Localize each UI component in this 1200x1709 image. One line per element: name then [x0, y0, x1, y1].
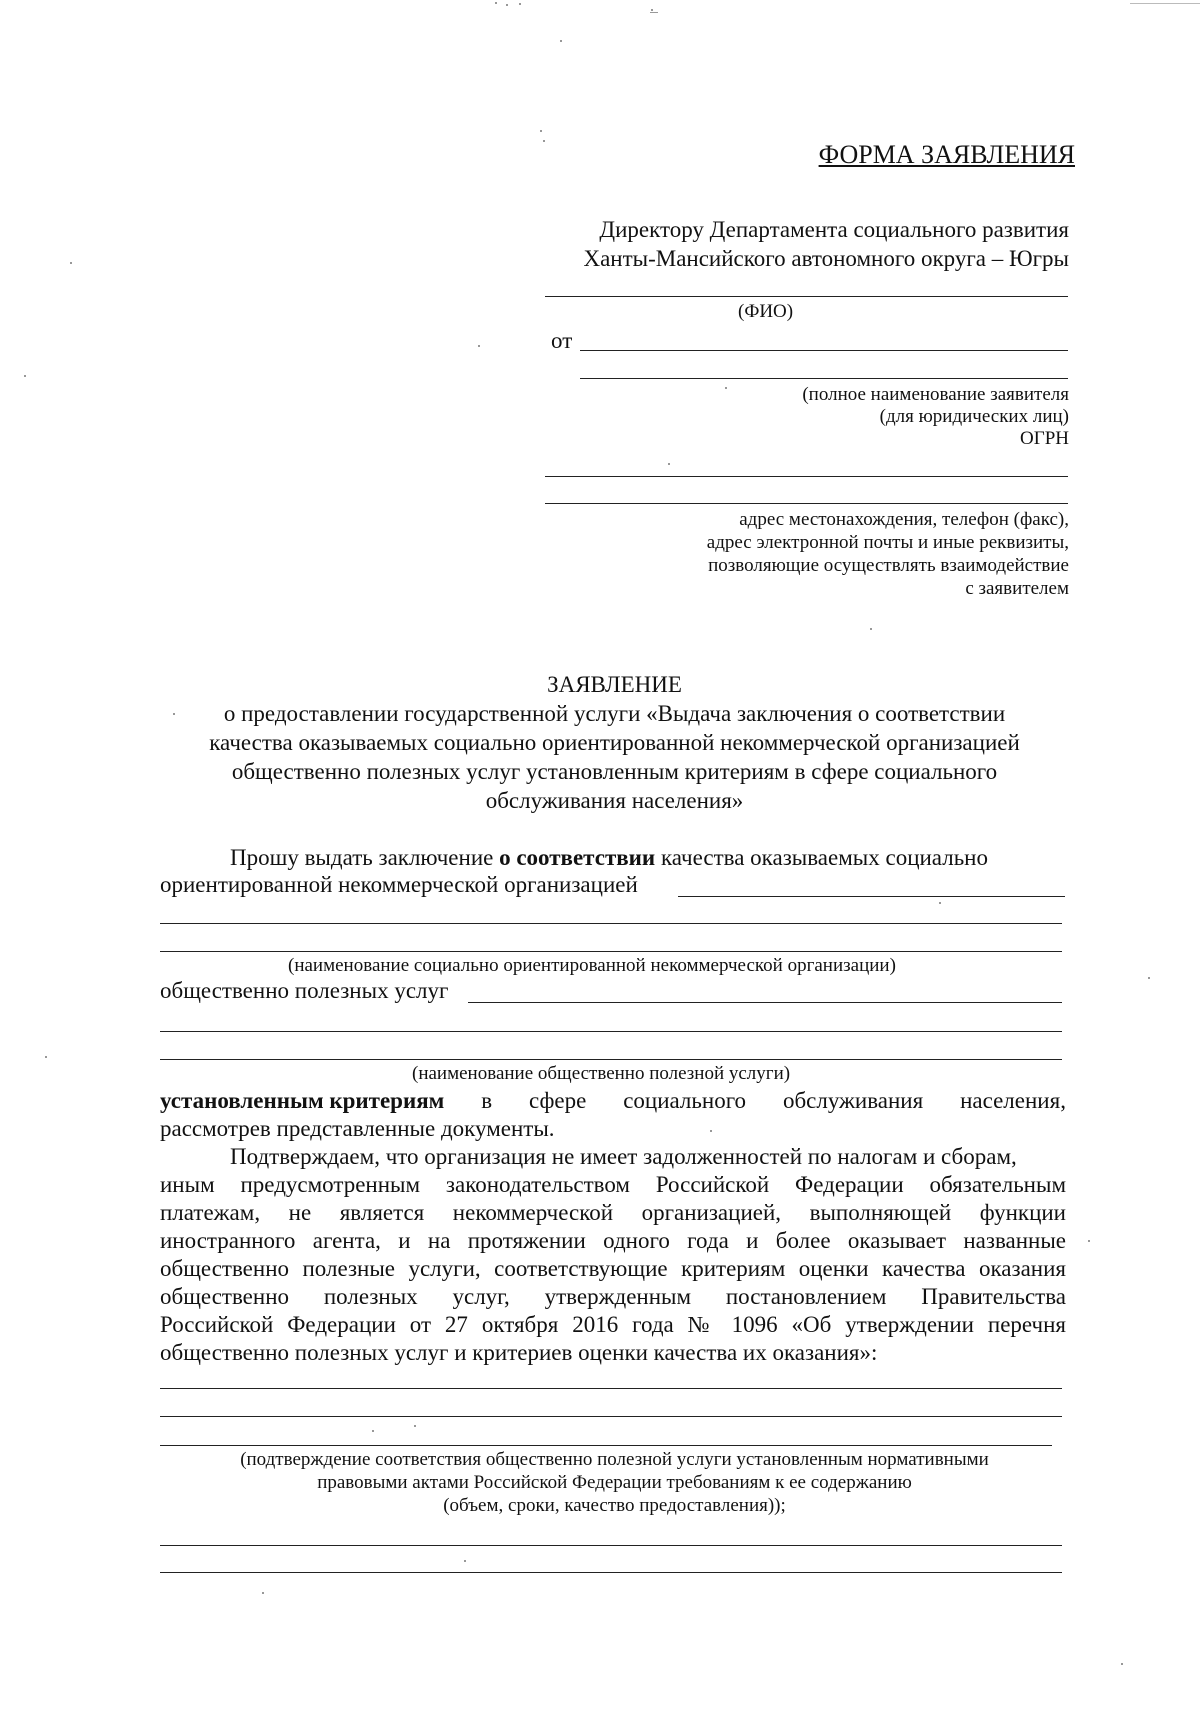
confirm-input-line-2[interactable]	[160, 1416, 1062, 1417]
org-label: ориентированной некоммерческой организацией	[160, 872, 638, 897]
scan-edge-mark	[650, 12, 658, 13]
speck	[1088, 1240, 1090, 1242]
confirm-input-line-3[interactable]	[160, 1445, 1052, 1446]
speck	[45, 1056, 47, 1058]
speck	[173, 713, 175, 715]
confirm-caption-line-3: (объем, сроки, качество предоставления));	[443, 1495, 786, 1516]
confirm-line-6: общественно полезных услуг, утвержденным постановлением Правительства	[160, 1284, 1066, 1309]
confirm-line-2: иным предусмотренным законодательством Российской Федерации обязательным	[160, 1172, 1066, 1197]
services-label: общественно полезных услуг	[160, 978, 449, 1003]
speck	[1121, 1663, 1123, 1665]
speck	[506, 4, 508, 6]
speck	[478, 345, 480, 347]
bottom-input-line-2[interactable]	[160, 1572, 1062, 1573]
services-input-line-3[interactable]	[160, 1059, 1062, 1060]
address-input-line[interactable]	[545, 503, 1068, 504]
speck	[1148, 977, 1150, 979]
speck	[560, 40, 562, 42]
confirm-caption-line-2: правовыми актами Российской Федерации требованиям к ее содержанию	[317, 1472, 912, 1493]
criteria-word-4: обслуживания	[782, 1088, 924, 1113]
speck	[372, 1430, 374, 1432]
speck	[668, 463, 670, 465]
statement-subtitle-line-1: о предоставлении государственной услуги «Выдача заключения о соответствии	[223, 701, 1006, 726]
services-input-line-2[interactable]	[160, 1031, 1062, 1032]
criteria-line	[160, 1088, 1066, 1114]
statement-subtitle-line-2: качества оказываемых социально ориентированной некоммерческой организацией	[209, 730, 1020, 755]
address-caption-line-3: позволяющие осуществлять взаимодействие	[708, 555, 1069, 576]
speck	[651, 9, 653, 11]
speck	[870, 628, 872, 630]
fio-caption: (ФИО)	[738, 301, 794, 322]
scan-edge-mark	[1130, 3, 1200, 4]
confirm-line-1: Подтверждаем, что организация не имеет задолженностей по налогам и сборам,	[230, 1144, 1017, 1169]
confirm-caption	[0, 1449, 1200, 1518]
services-caption: (наименование общественно полезной услуги)	[412, 1063, 791, 1084]
criteria-word-1: в	[481, 1088, 493, 1113]
confirm-line-7: Российской Федерации от 27 октября 2016 года № 1096 «Об утверждении перечня	[160, 1312, 1066, 1337]
applicant-caption-line-1: (полное наименование заявителя	[802, 384, 1069, 405]
speck	[464, 1560, 466, 1562]
speck	[540, 130, 542, 132]
speck	[710, 1130, 712, 1132]
form-title: ФОРМА ЗАЯВЛЕНИЯ	[818, 140, 1075, 169]
criteria-word-5: населения,	[960, 1088, 1066, 1113]
speck	[262, 1592, 264, 1594]
address-caption-line-2: адрес электронной почты и иные реквизиты,	[706, 532, 1069, 553]
ogrn-input-line[interactable]	[545, 476, 1068, 477]
speck	[495, 2, 497, 4]
address-caption-line-1: адрес местонахождения, телефон (факс),	[739, 509, 1069, 530]
org-caption: (наименование социально ориентированной некоммерческой организации)	[288, 955, 896, 976]
request-line	[230, 845, 988, 871]
request-text-bold: о соответствии	[499, 845, 656, 870]
statement-heading-block	[0, 672, 1200, 817]
confirm-line-5: общественно полезные услуги, соответствующие критериям оценки качества оказания	[160, 1256, 1066, 1281]
criteria-word-2: сфере	[528, 1088, 587, 1113]
fio-input-line[interactable]	[545, 296, 1068, 297]
speck	[519, 3, 521, 5]
addressee-line-1: Директору Департамента социального развития	[599, 217, 1069, 242]
confirm-line-3: платежам, не является некоммерческой организацией, выполняющей функции	[160, 1200, 1066, 1225]
statement-subtitle-line-4: обслуживания населения»	[485, 788, 744, 813]
statement-heading: ЗАЯВЛЕНИЕ	[547, 672, 682, 697]
speck	[725, 387, 727, 389]
from-input-line[interactable]	[580, 350, 1068, 351]
org-input-line-3[interactable]	[160, 951, 1062, 952]
request-text-end: качества оказываемых социально	[655, 845, 988, 870]
applicant-input-line[interactable]	[580, 378, 1068, 379]
addressee-line-2: Ханты-Мансийского автономного округа – Югры	[583, 246, 1069, 271]
from-label: от	[551, 328, 573, 353]
applicant-caption-line-2: (для юридических лиц)	[879, 406, 1069, 427]
org-input-line-1[interactable]	[678, 896, 1065, 897]
org-input-line-2[interactable]	[160, 923, 1062, 924]
confirm-line-8: общественно полезных услуг и критериев оценки качества их оказания»:	[160, 1340, 878, 1365]
criteria-bold: установленным критериям	[160, 1088, 445, 1113]
address-caption-line-4: с заявителем	[965, 578, 1069, 599]
bottom-input-line-1[interactable]	[160, 1545, 1062, 1546]
speck	[70, 262, 72, 264]
speck	[543, 140, 545, 142]
speck	[24, 375, 26, 377]
ogrn-caption: ОГРН	[1020, 428, 1069, 449]
request-text-start: Прошу выдать заключение	[230, 845, 500, 870]
confirm-line-4: иностранного агента, и на протяжении одного года и более оказывает названные	[160, 1228, 1066, 1253]
services-input-line-1[interactable]	[468, 1002, 1062, 1003]
speck	[414, 1425, 416, 1427]
confirm-caption-line-1: (подтверждение соответствия общественно полезной услуги установленным нормативными	[240, 1449, 989, 1470]
statement-subtitle-line-3: общественно полезных услуг установленным критериям в сфере социального	[231, 759, 998, 784]
criteria-end: рассмотрев представленные документы.	[160, 1116, 555, 1141]
speck	[939, 902, 941, 904]
confirm-input-line-1[interactable]	[160, 1388, 1062, 1389]
criteria-word-3: социального	[623, 1088, 747, 1113]
